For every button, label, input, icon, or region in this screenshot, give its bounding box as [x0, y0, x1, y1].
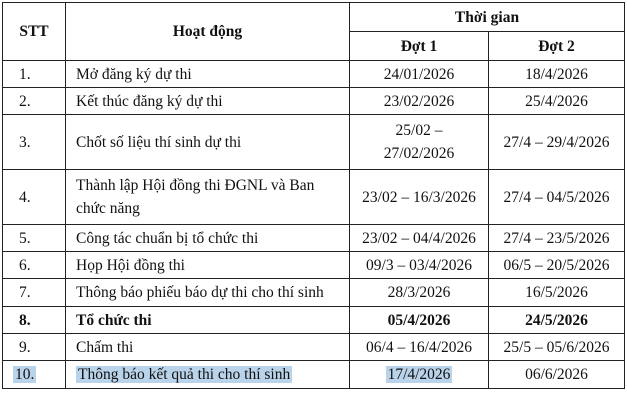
row-stt: 1. [3, 61, 66, 88]
table-row [3, 115, 625, 170]
row-activity: Thông báo kết quả thi cho thí sinh [78, 366, 291, 383]
row-activity: Chốt số liệu thí sinh dự thi [66, 115, 350, 170]
row-stt-cell [3, 361, 66, 389]
table-row [3, 334, 625, 361]
row-round1: 24/01/2026 [350, 61, 489, 88]
row-round2: 25/4/2026 [489, 88, 625, 115]
row-round2: 18/4/2026 [489, 61, 625, 88]
row-round1: 25/02 – 27/02/2026 [350, 115, 489, 170]
row-round2: 27/4 – 29/4/2026 [489, 115, 625, 170]
table-row [3, 170, 625, 225]
row-activity-cell [66, 361, 350, 389]
header-activity: Hoạt động [66, 3, 350, 61]
header-round2: Đợt 2 [489, 32, 625, 61]
row-stt: 5. [3, 225, 66, 252]
row-round2: 06/5 – 20/5/2026 [489, 252, 625, 279]
row-round1: 23/02 – 04/4/2026 [350, 225, 489, 252]
row-round1: 06/4 – 16/4/2026 [350, 334, 489, 361]
row-round2: 06/6/2026 [489, 361, 625, 389]
row-round2: 16/5/2026 [489, 279, 625, 307]
row-stt: 7. [3, 279, 66, 307]
table-row [3, 252, 625, 279]
row-activity: Họp Hội đồng thi [66, 252, 350, 279]
row-round1: 05/4/2026 [350, 307, 489, 334]
row-round2: 27/4 – 23/5/2026 [489, 225, 625, 252]
table-row [3, 279, 625, 307]
row-stt: 9. [3, 334, 66, 361]
row-activity: Thông báo phiếu báo dự thi cho thí sinh [66, 279, 350, 307]
row-round1-cell [350, 361, 489, 389]
table-row [3, 61, 625, 88]
row-round2: 25/5 – 05/6/2026 [489, 334, 625, 361]
row-activity: Thành lập Hội đồng thi ĐGNL và Ban chức năng [66, 170, 350, 225]
table-row [3, 88, 625, 115]
row-round1: 17/4/2026 [387, 366, 451, 383]
header-stt: STT [3, 3, 66, 61]
row-activity: Chấm thi [66, 334, 350, 361]
row-stt: 4. [3, 170, 66, 225]
table-row [3, 225, 625, 252]
row-round2: 24/5/2026 [489, 307, 625, 334]
row-activity: Công tác chuẩn bị tổ chức thi [66, 225, 350, 252]
header-time: Thời gian [350, 3, 625, 32]
row-stt: 2. [3, 88, 66, 115]
schedule-table [2, 2, 625, 389]
row-activity: Tổ chức thi [66, 307, 350, 334]
row-stt: 3. [3, 115, 66, 170]
table-row [3, 307, 625, 334]
header-round1: Đợt 1 [350, 32, 489, 61]
row-round1: 28/3/2026 [350, 279, 489, 307]
row-round1: 23/02/2026 [350, 88, 489, 115]
schedule-document [2, 2, 624, 404]
row-activity: Mở đăng ký dự thi [66, 61, 350, 88]
row-round1: 09/3 – 03/4/2026 [350, 252, 489, 279]
row-activity: Kết thúc đăng ký dự thi [66, 88, 350, 115]
table-row [3, 361, 625, 389]
row-stt: 10. [15, 366, 35, 383]
row-stt: 6. [3, 252, 66, 279]
row-stt: 8. [3, 307, 66, 334]
row-round1: 23/02 – 16/3/2026 [350, 170, 489, 225]
row-round2: 27/4 – 04/5/2026 [489, 170, 625, 225]
